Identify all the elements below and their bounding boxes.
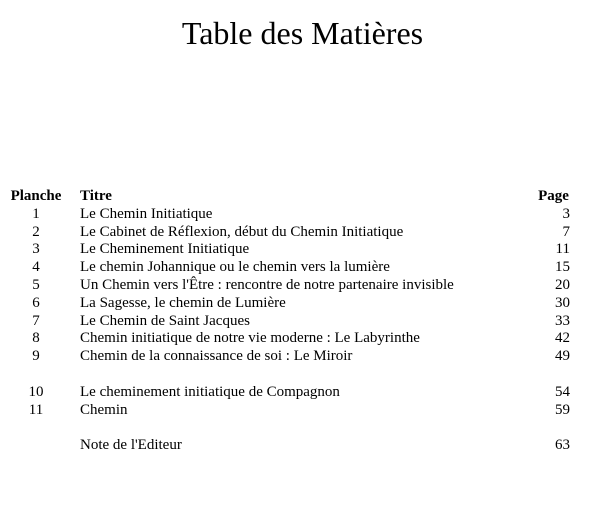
toc-row-page: 11 <box>555 241 570 258</box>
toc-row-title: Chemin initiatique de notre vie moderne : Le Labyrinthe <box>80 330 420 347</box>
toc-header-row <box>7 188 577 206</box>
toc-spacer <box>7 366 577 384</box>
toc-row-title: Un Chemin vers l'Être : rencontre de notre partenaire invisible <box>80 276 454 293</box>
toc-row-number: 11 <box>28 401 44 418</box>
toc-row-page: 20 <box>555 276 570 293</box>
table-of-contents <box>7 188 577 455</box>
toc-row-page: 33 <box>555 312 570 329</box>
toc-row-title: Note de l'Editeur <box>80 437 182 454</box>
toc-row-page: 54 <box>555 383 570 400</box>
toc-row-title: Le chemin Johannique ou le chemin vers la lumière <box>80 259 390 276</box>
toc-row-page: 3 <box>562 205 570 222</box>
toc-row-title: Le Chemin Initiatique <box>80 205 213 222</box>
toc-row-number <box>7 437 65 455</box>
toc-row-number: 1 <box>32 205 40 222</box>
toc-row <box>7 330 577 348</box>
toc-row <box>7 259 577 277</box>
toc-row-page: 30 <box>555 294 570 311</box>
header-planche: Planche <box>10 188 62 204</box>
toc-row-number: 8 <box>32 330 40 347</box>
toc-row <box>7 402 577 420</box>
toc-row-title: Chemin de la connaissance de soi : Le Miroir <box>80 348 353 365</box>
toc-row-page: 63 <box>555 437 570 454</box>
toc-row-page: 7 <box>562 223 570 240</box>
toc-row-number: 6 <box>32 294 40 311</box>
toc-row-number: 5 <box>32 276 40 293</box>
toc-row <box>7 224 577 242</box>
toc-row-number: 10 <box>28 383 44 400</box>
toc-row-page: 15 <box>555 259 570 276</box>
toc-row-number: 7 <box>32 312 40 329</box>
toc-row-title: Chemin <box>80 401 128 418</box>
toc-spacer-row <box>7 366 577 384</box>
toc-row-title: Le Chemin de Saint Jacques <box>80 312 250 329</box>
toc-row-title: Le Cheminement Initiatique <box>80 241 250 258</box>
toc-row-title: Le cheminement initiatique de Compagnon <box>80 383 340 400</box>
toc-row-page: 42 <box>555 330 570 347</box>
toc-row-editor-note <box>7 437 577 455</box>
toc-row-number: 9 <box>32 348 40 365</box>
toc-row-title: Le Cabinet de Réflexion, début du Chemin Initiatique <box>80 223 404 240</box>
toc-row-number: 4 <box>32 259 40 276</box>
toc-row-page: 49 <box>555 348 570 365</box>
page-title: Table des Matières <box>181 15 424 51</box>
toc-row-page: 59 <box>555 401 570 418</box>
toc-row <box>7 295 577 313</box>
header-titre: Titre <box>80 188 112 204</box>
toc-row-number: 3 <box>32 241 40 258</box>
toc-spacer-row <box>7 419 577 437</box>
header-page: Page <box>538 188 569 204</box>
toc-row <box>7 206 577 224</box>
toc-row <box>7 241 577 259</box>
toc-row-title: La Sagesse, le chemin de Lumière <box>80 294 286 311</box>
toc-row <box>7 348 577 366</box>
toc-row <box>7 384 577 402</box>
toc-row <box>7 277 577 295</box>
toc-spacer <box>7 419 577 437</box>
toc-row-number: 2 <box>32 223 40 240</box>
toc-row <box>7 313 577 331</box>
